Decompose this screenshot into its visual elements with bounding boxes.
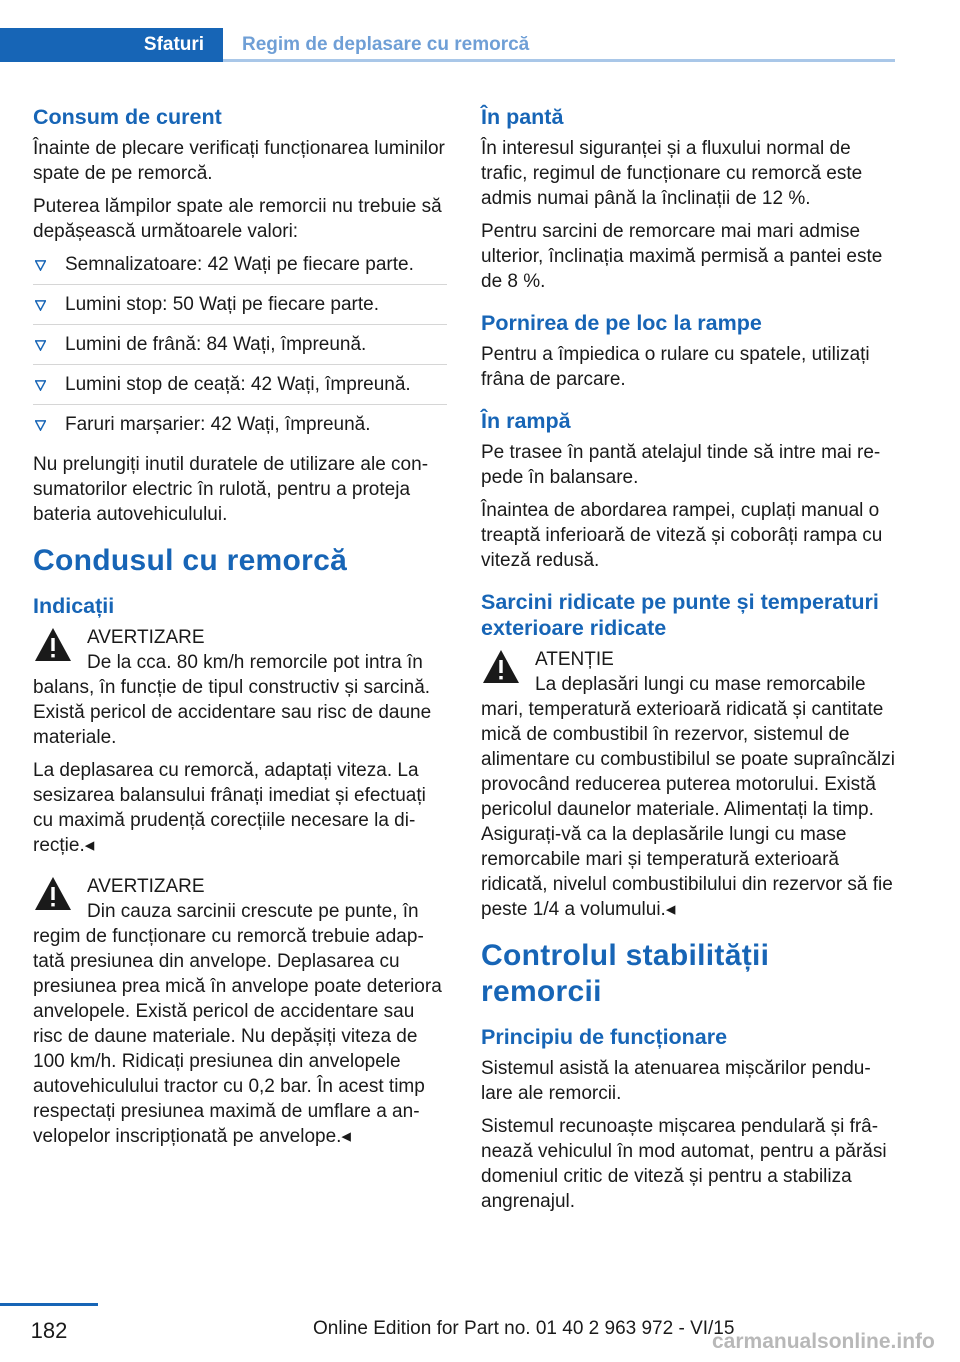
right-column [481,100,895,1222]
paragraph: Sistemul recunoaște mișcarea pendulară și frânează vehiculul în mod automat, pentru a părăsi domeniul critic de viteză și pentru a stabiliza angrenajul. [481,1116,887,1212]
warning-block [33,625,447,750]
page-header [0,28,960,62]
heading-indicatii: Indicații [33,594,115,618]
warning-text: De la cca. 80 km/h remorcile pot intra în balans, în funcție de tipul constructiv și sarcină. Există pericol de accidentare sau risc de daune materiale. [33,652,432,748]
paragraph: Pentru sarcini de remorcare mai mari admise ulterior, înclinația maximă permisă a pantei este de 8 %. [481,221,883,292]
list-item: Semnalizatoare: 42 Wați pe fiecare parte. [33,252,447,285]
paragraph: Pe trasee în pantă atelajul tinde să intre mai repede în balansare. [481,442,881,488]
heading-principiu: Principiu de funcționare [481,1025,728,1049]
header-chapter-title: Regim de deplasare cu remorcă [242,34,530,55]
footer-rule [0,1303,98,1306]
bullet-triangle-icon [35,340,46,351]
paragraph: La deplasarea cu remorcă, adaptați viteza. La sesizarea balansului frânați imediat și efectuați cu maximă prudență corecțiile necesare la direcție.◂ [33,760,426,856]
watermark: carmanualsonline.info [712,1330,935,1353]
heading-sarcini: Sarcini ridicate pe punte și temperaturi exterioare ridicate [481,590,879,640]
list-item: Lumini de frână: 84 Wați, împreună. [33,332,447,365]
bullet-triangle-icon [35,380,46,391]
list-item: Faruri marșarier: 42 Wați, împreună. [33,412,447,444]
warning-triangle-icon [481,647,521,687]
header-section-tab: Sfaturi [125,28,223,62]
heading-rampa: În rampă [481,409,571,433]
list-item: Lumini stop: 50 Wați pe fiecare parte. [33,292,447,325]
bullet-triangle-icon [35,300,46,311]
list-item: Lumini stop de ceață: 42 Wați, împreună. [33,372,447,405]
paragraph: Sistemul asistă la atenuarea mișcărilor pendulare ale remorcii. [481,1058,871,1104]
caution-block [481,647,895,922]
page-number: 182 [30,1318,68,1343]
warning-label: AVERTIZARE [87,876,205,897]
edition-line: Online Edition for Part no. 01 40 2 963 972 - VI/15 [313,1318,735,1339]
bullet-triangle-icon [35,260,46,271]
header-underline [223,59,895,62]
heading-condus: Condusul cu remorcă [33,544,348,577]
header-bar [0,28,125,62]
paragraph: Puterea lămpilor spate ale remorcii nu trebuie să depășească următoarele valori: [33,196,442,242]
bullet-triangle-icon [35,420,46,431]
warning-triangle-icon [33,625,73,665]
caution-text: La deplasări lungi cu mase remorcabile mari, temperatură exterioară ridicată și cantitate mică de combustibil în rezervor, sistemul de alimentare cu combustibilul se poate supraîncălzi provocând reducerea puterea motorului. Există pericolul daunelor materiale. Alimentați la timp. Asigurați-vă ca la deplasările lungi cu mase remorcabile mari și temperatură exterioară ridicată, nivelul combustibilului din rezervor să fie peste 1/4 a volumului.◂ [481,674,895,920]
heading-panta: În pantă [481,105,564,129]
paragraph: Înainte de plecare verificați funcționarea luminilor spate de pe remorcă. [33,138,445,184]
left-column [33,100,447,1157]
paragraph: Înaintea de abordarea rampei, cuplați manual o treaptă inferioară de viteză și coborâți rampa cu viteză redusă. [481,500,883,571]
paragraph: În interesul siguranței și a fluxului normal de trafic, regimul de funcționare cu remorcă este admis numai până la înclinații de 12 %. [481,138,863,209]
paragraph: Pentru a împiedica o rulare cu spatele, utilizați frâna de parcare. [481,344,870,390]
warning-label: AVERTIZARE [87,627,205,648]
warning-text: Din cauza sarcinii crescute pe punte, în regim de funcționare cu remorcă trebuie adaptată presiunea din anvelope. Deplasarea cu presiunea prea mică în anvelope poate deteriora anvelopele. Există pericol de accidentare sau risc de daune materiale. Nu depășiți viteza de 100 km/h. Ridicați presiunea din anvelopele autovehiculului tractor cu 0,2 bar. În acest timp respectați presiunea maximă de umflare a anvelopelor inscripționată pe anvelope.◂ [33,901,442,1147]
lamp-power-list [33,252,447,444]
caution-label: ATENȚIE [535,649,614,670]
heading-consum: Consum de curent [33,105,222,129]
warning-block [33,874,447,1149]
heading-control: Controlul stabilității remorcii [481,939,770,1008]
paragraph: Nu prelungiți inutil duratele de utilizare ale consumatorilor electric în rulotă, pentru a proteja bateria autovehiculului. [33,454,429,525]
heading-pornire: Pornirea de pe loc la rampe [481,311,762,335]
warning-triangle-icon [33,874,73,914]
